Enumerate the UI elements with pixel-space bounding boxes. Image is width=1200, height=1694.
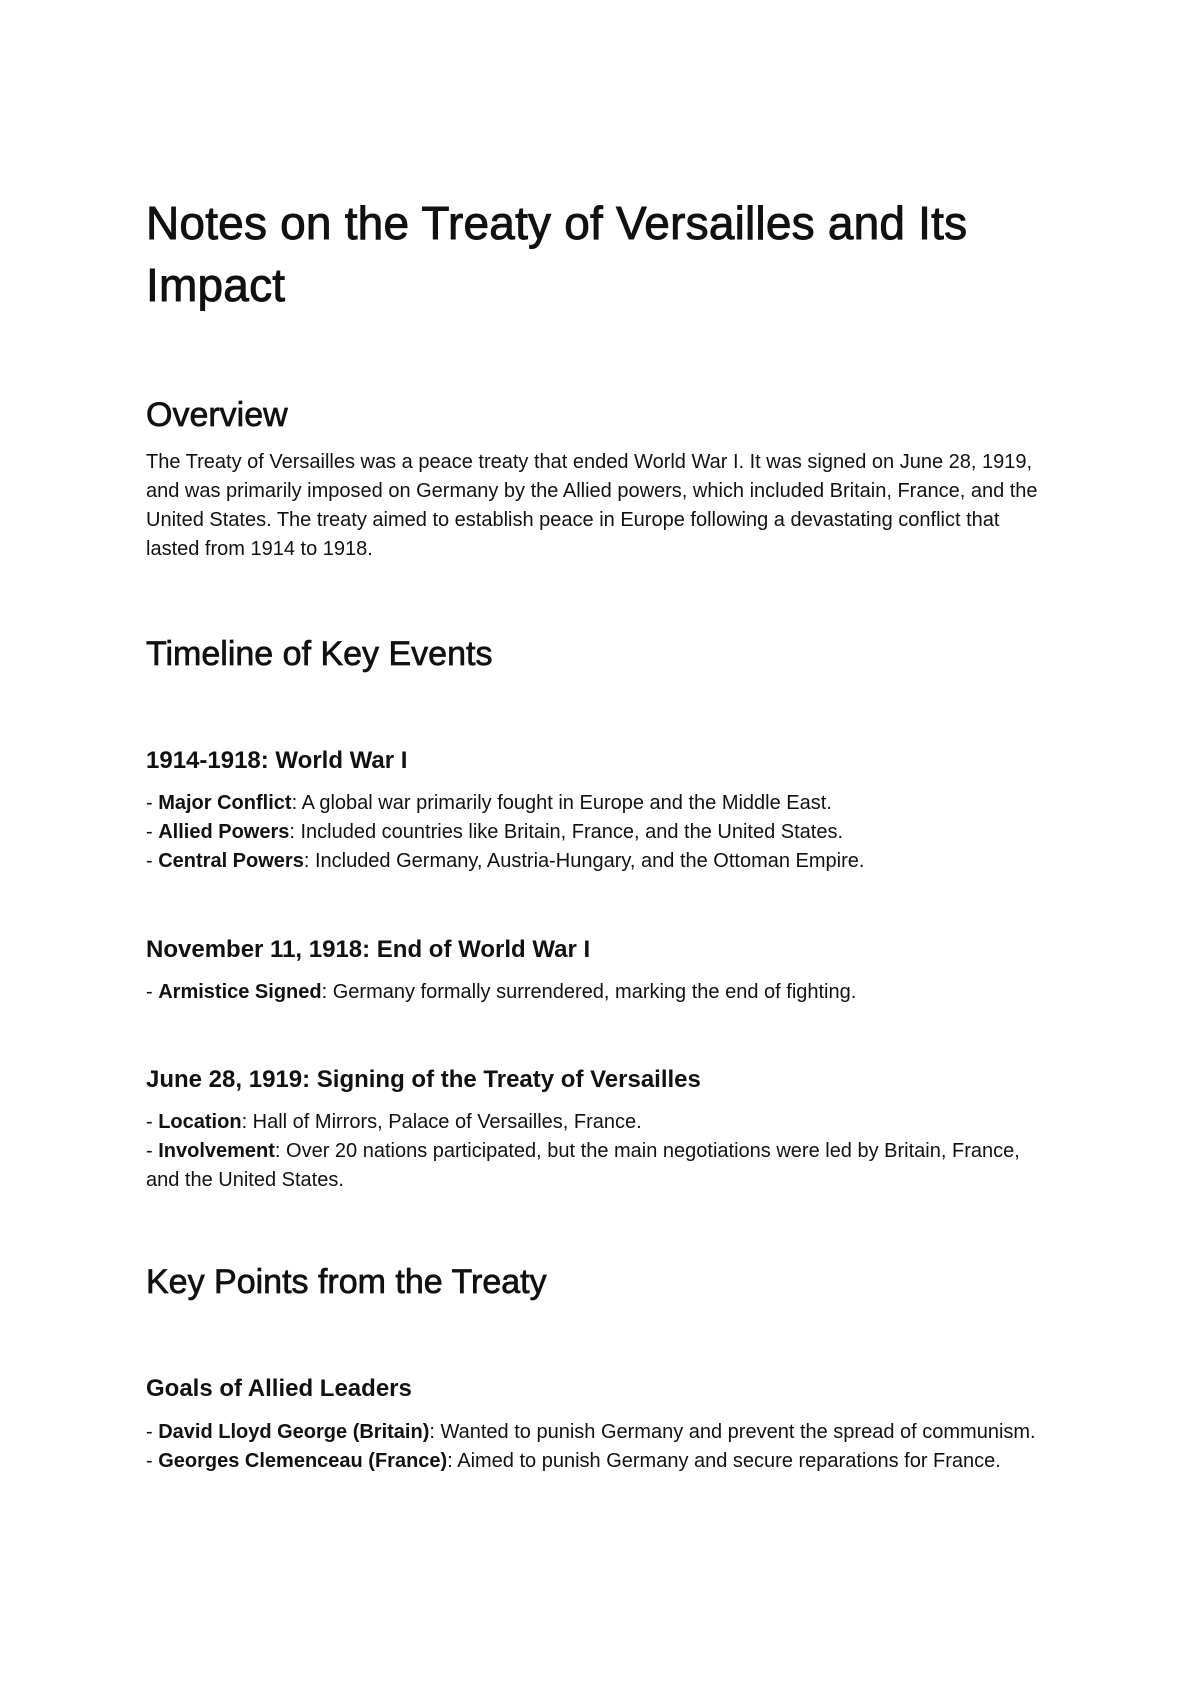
item-text: : A global war primarily fought in Europe and the Middle East. [291, 792, 832, 814]
event-list-signing [146, 1108, 1046, 1195]
goals-heading: Goals of Allied Leaders [146, 1375, 412, 1402]
item-prefix: - [146, 1140, 159, 1162]
event-heading-ww1: 1914-1918: World War I [146, 747, 408, 774]
item-text: : Wanted to punish Germany and prevent the spread of communism. [429, 1421, 1036, 1443]
item-term: David Lloyd George (Britain) [158, 1421, 430, 1443]
item-text: : Included Germany, Austria-Hungary, and the Ottoman Empire. [303, 850, 865, 872]
goals-list [146, 1418, 1046, 1476]
list-item [146, 789, 1046, 818]
item-term: Georges Clemenceau (France) [158, 1450, 448, 1472]
item-prefix: - [146, 792, 159, 814]
item-prefix: - [146, 821, 159, 843]
item-term: Major Conflict [158, 792, 292, 814]
list-item [146, 1418, 1046, 1447]
timeline-heading: Timeline of Key Events [146, 635, 493, 673]
item-text: : Hall of Mirrors, Palace of Versailles, France. [241, 1111, 642, 1133]
overview-heading: Overview [146, 396, 288, 434]
event-list-ww1 [146, 789, 1046, 876]
item-text: : Over 20 nations participated, but the main negotiations were led by Britain, France, and the United States. [146, 1140, 1020, 1191]
item-term: Allied Powers [158, 821, 290, 843]
item-term: Armistice Signed [158, 981, 322, 1003]
item-prefix: - [146, 981, 159, 1003]
list-item [146, 1447, 1046, 1476]
item-text: : Germany formally surrendered, marking the end of fighting. [321, 981, 857, 1003]
item-text: : Included countries like Britain, France, and the United States. [289, 821, 844, 843]
item-text: : Aimed to punish Germany and secure reparations for France. [447, 1450, 1001, 1472]
item-prefix: - [146, 1111, 159, 1133]
overview-paragraph: The Treaty of Versailles was a peace treaty that ended World War I. It was signed on June 28, 1919, and was primarily imposed on Germany by the Allied powers, which included Britain, France, and the United States. The treaty aimed to establish peace in Europe following a devastating conflict that lasted from 1914 to 1918. [146, 451, 1038, 560]
item-term: Location [158, 1111, 242, 1133]
event-list-armistice [146, 978, 1046, 1007]
event-heading-armistice: November 11, 1918: End of World War I [146, 936, 591, 963]
item-prefix: - [146, 1450, 159, 1472]
key-points-heading: Key Points from the Treaty [146, 1263, 547, 1301]
list-item [146, 818, 1046, 847]
item-prefix: - [146, 850, 159, 872]
list-item [146, 1108, 1046, 1137]
event-heading-signing: June 28, 1919: Signing of the Treaty of Versailles [146, 1066, 701, 1093]
list-item [146, 847, 1046, 876]
document-title: Notes on the Treaty of Versailles and Its Impact [146, 197, 968, 311]
item-term: Central Powers [158, 850, 304, 872]
list-item [146, 978, 1046, 1007]
item-term: Involvement [158, 1140, 275, 1162]
list-item [146, 1137, 1046, 1195]
item-prefix: - [146, 1421, 159, 1443]
